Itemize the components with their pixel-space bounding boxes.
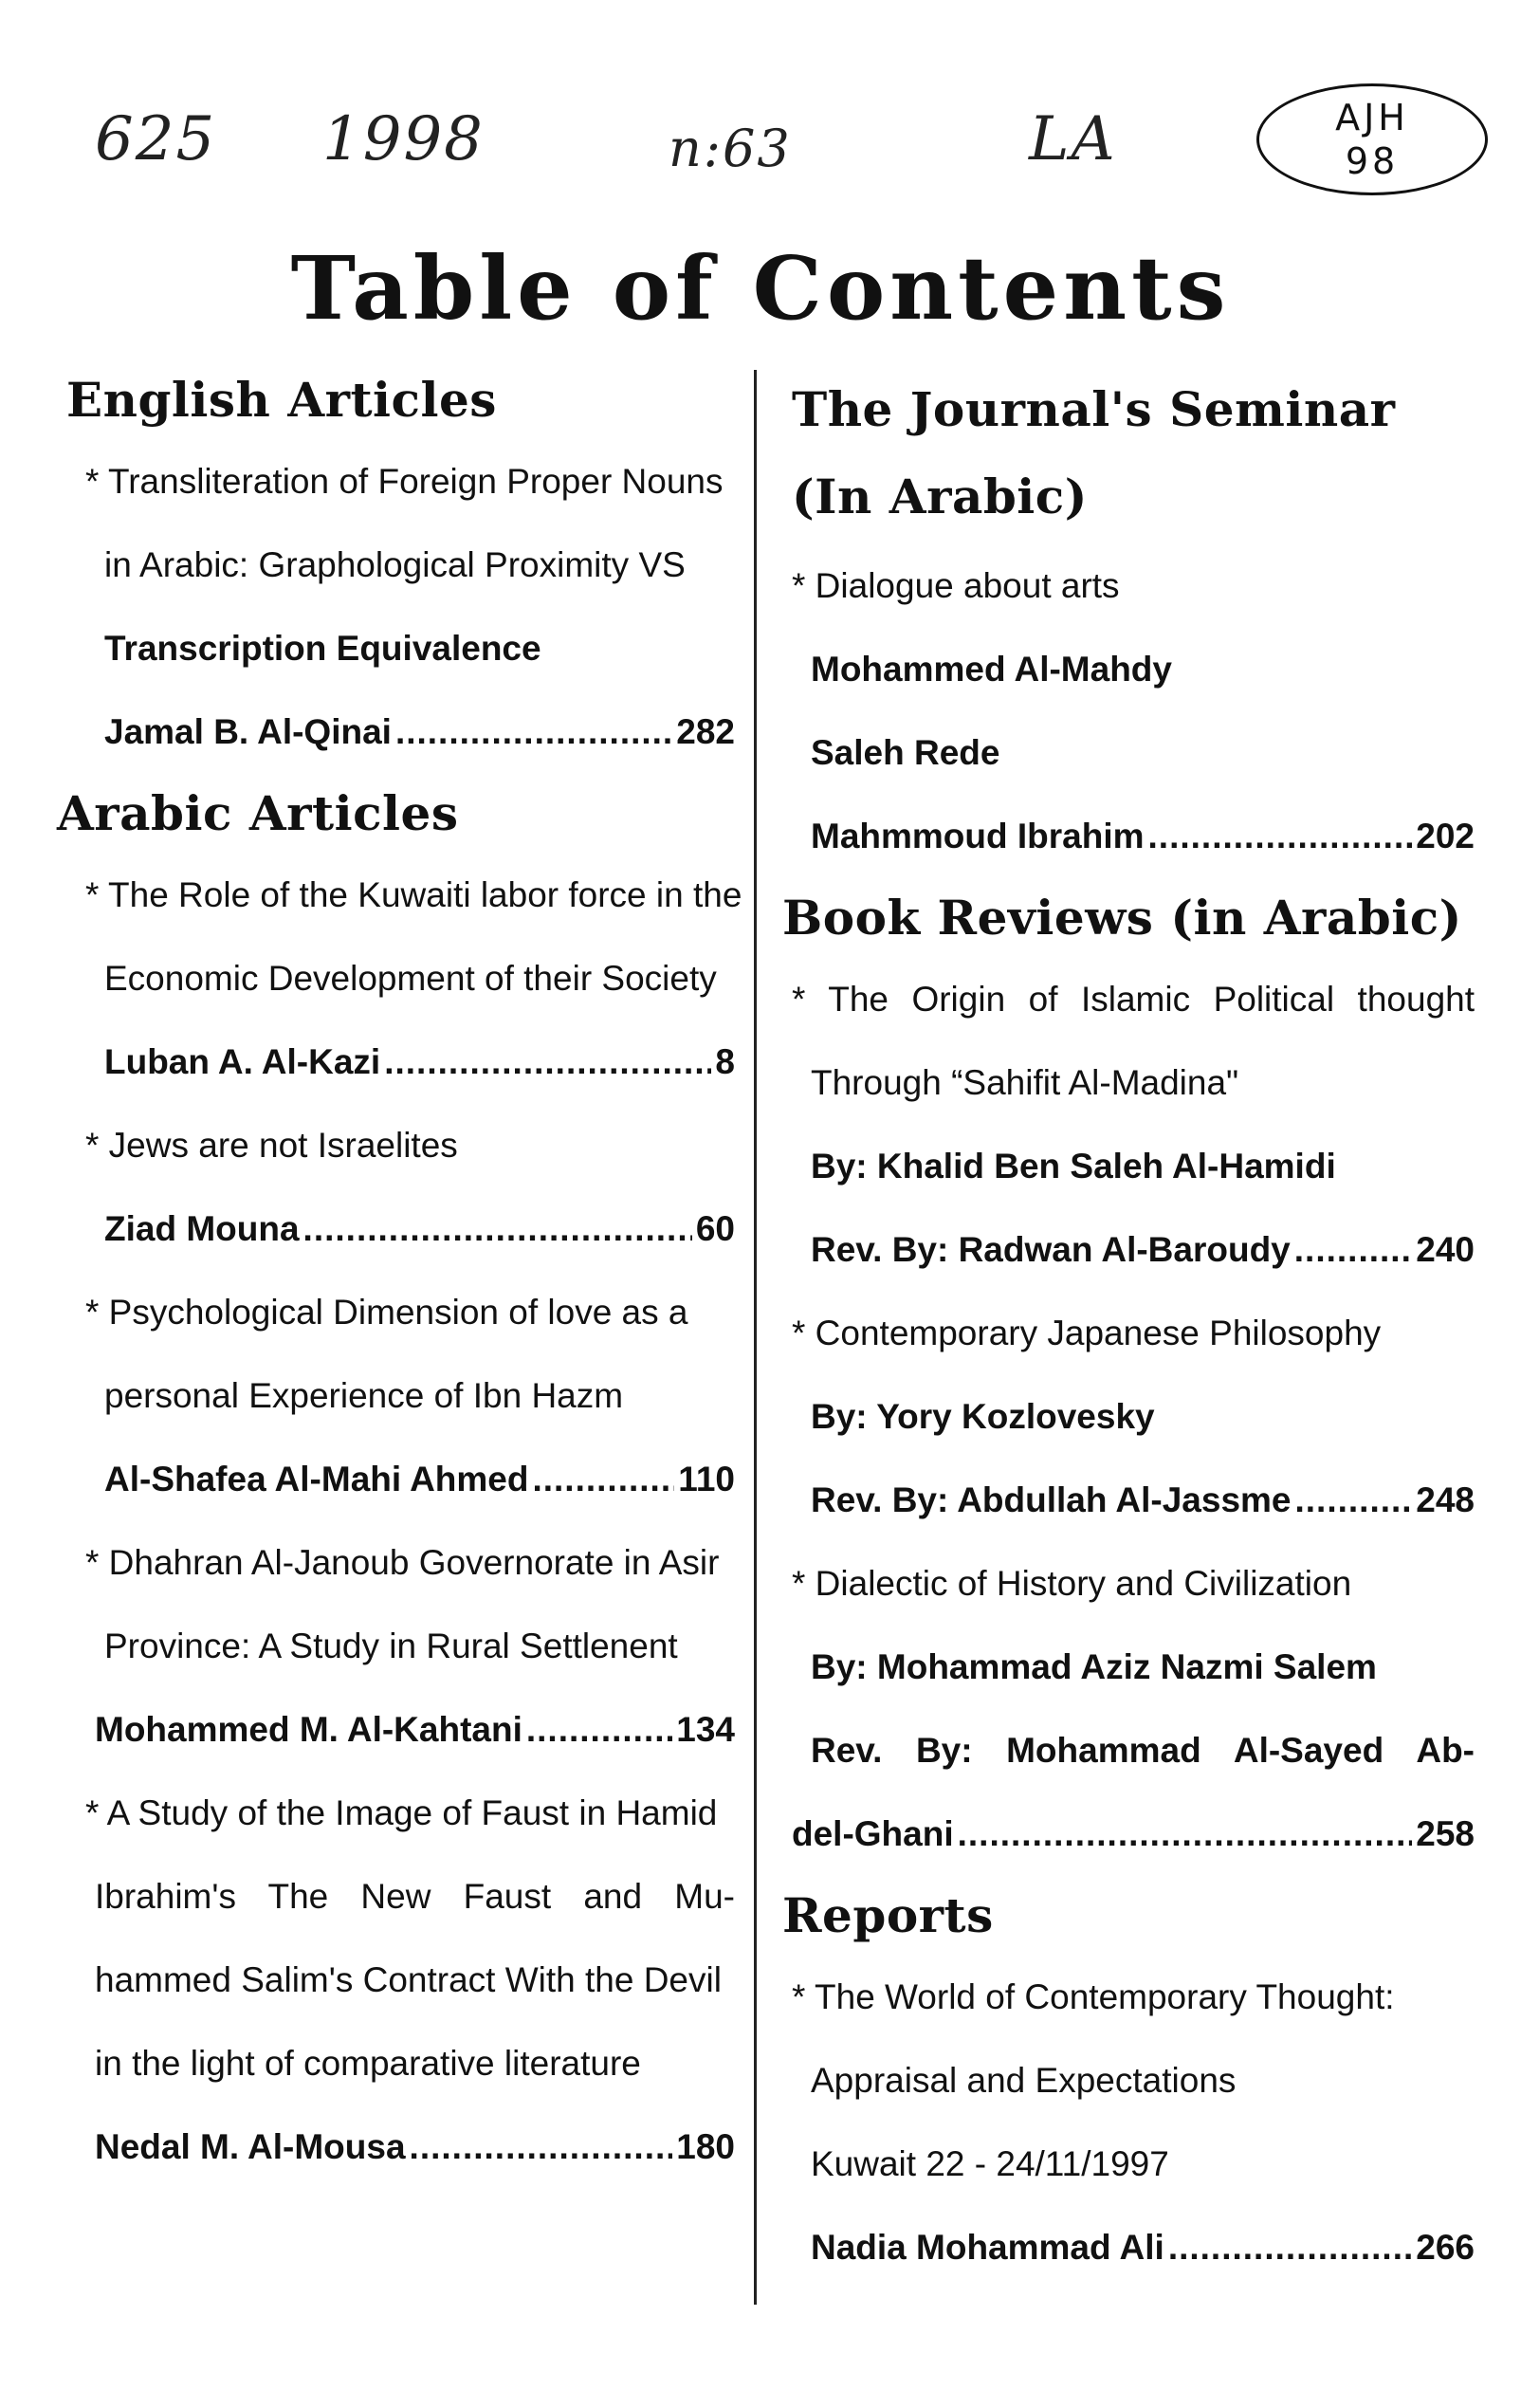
entry-author-row — [85, 1438, 735, 1521]
entry-book-author: By: Khalid Ben Saleh Al-Hamidi — [811, 1147, 1336, 1186]
entry-title-line: * A Study of the Image of Faust in Hamid — [85, 1793, 718, 1832]
entry-author: Mahmmoud Ibrahim — [811, 817, 1145, 855]
handwritten-mark: 1998 — [322, 104, 485, 175]
entry-title-line: Kuwait 22 - 24/11/1997 — [811, 2144, 1169, 2183]
entry-author-row — [85, 1688, 735, 1772]
entry-title-line: Ibrahim's The New Faust and Mu- — [95, 1877, 735, 1916]
entry-author-row — [85, 2105, 735, 2189]
handwritten-mark: n:63 — [669, 119, 792, 178]
entry-title-line: * Dhahran Al-Janoub Governorate in Asir — [85, 1543, 720, 1582]
entry-title-line: in the light of comparative literature — [95, 2044, 641, 2083]
entry-page: 248 — [1416, 1480, 1475, 1519]
toc-entry — [66, 440, 735, 774]
entry-page: 8 — [715, 1042, 735, 1081]
entry-title-line: * The Origin of Islamic Political thought — [792, 980, 1475, 1019]
leader-dots — [1295, 1459, 1413, 1542]
entry-author: Al-Shafea Al-Mahi Ahmed — [104, 1460, 529, 1498]
leader-dots — [395, 690, 672, 774]
column-divider — [754, 370, 757, 2305]
leader-dots — [1148, 795, 1413, 878]
toc-entry — [792, 1292, 1475, 1542]
entry-author: Mohammed M. Al-Kahtani — [95, 1710, 522, 1749]
entry-author-row — [792, 1208, 1475, 1292]
entry-title-line: * Dialectic of History and Civilization — [792, 1564, 1352, 1603]
left-column — [57, 360, 742, 2189]
leader-dots — [1168, 2206, 1412, 2289]
entry-author: Saleh Rede — [811, 733, 1000, 772]
entry-page: 266 — [1416, 2228, 1475, 2267]
entry-author: Nadia Mohammad Ali — [811, 2228, 1164, 2267]
entry-title-line: * Transliteration of Foreign Proper Nouns — [85, 462, 724, 501]
section-heading-english: English Articles — [66, 372, 497, 428]
entry-page: 60 — [695, 1209, 735, 1248]
leader-dots — [1294, 1208, 1413, 1292]
entry-author-row — [85, 690, 735, 774]
entry-book-author: By: Mohammad Aziz Nazmi Salem — [811, 1647, 1377, 1686]
toc-entry — [66, 854, 742, 1104]
entry-title-line: * Contemporary Japanese Philosophy — [792, 1314, 1382, 1352]
entry-reviewer: Rev. By: Abdullah Al-Jassme — [811, 1480, 1292, 1519]
section-heading-reviews: Book Reviews (in Arabic) — [782, 890, 1462, 946]
entry-author-row — [792, 2206, 1475, 2289]
stamp-line: AJH — [1335, 97, 1409, 138]
entry-page: 202 — [1416, 817, 1475, 855]
entry-page: 180 — [676, 2127, 735, 2166]
section-heading-seminar-sub: (In Arabic) — [792, 469, 1088, 524]
entry-title-line: personal Experience of Ibn Hazm — [104, 1376, 624, 1415]
leader-dots — [303, 1187, 692, 1271]
entry-book-author: By: Yory Kozlovesky — [811, 1397, 1155, 1436]
entry-author: Nedal M. Al-Mousa — [95, 2127, 406, 2166]
entry-reviewer: del-Ghani — [792, 1814, 954, 1853]
entry-author-row — [85, 1020, 735, 1104]
section-heading-reports: Reports — [782, 1887, 994, 1943]
entry-page: 282 — [676, 712, 735, 751]
section-heading-seminar: The Journal's Seminar — [792, 381, 1396, 437]
entry-title-line: Transcription Equivalence — [104, 629, 541, 668]
toc-entry — [792, 1542, 1475, 1876]
leader-dots — [410, 2105, 673, 2189]
entry-title-line: * Psychological Dimension of love as a — [85, 1293, 688, 1332]
toc-entry — [66, 1271, 735, 1521]
toc-entry — [66, 1104, 735, 1271]
entry-page: 258 — [1416, 1814, 1475, 1853]
leader-dots — [526, 1688, 672, 1772]
leader-dots — [958, 1792, 1413, 1876]
entry-author-row — [85, 1187, 735, 1271]
toc-entry — [66, 1772, 735, 2189]
entry-page: 110 — [678, 1460, 735, 1498]
entry-page: 240 — [1416, 1230, 1475, 1269]
entry-author: Jamal B. Al-Qinai — [104, 712, 392, 751]
entry-title-line: Appraisal and Expectations — [811, 2061, 1237, 2100]
library-stamp — [1256, 83, 1488, 195]
toc-entry — [792, 1956, 1475, 2289]
handwritten-mark: 625 — [95, 104, 217, 175]
toc-entry — [792, 544, 1475, 878]
entry-title-line: Economic Development of their Society — [104, 959, 717, 998]
entry-reviewer: Rev. By: Radwan Al-Baroudy — [811, 1230, 1291, 1269]
entry-author-row — [792, 1459, 1475, 1542]
entry-reviewer-line: Rev. By: Mohammad Al-Sayed Ab- — [811, 1731, 1475, 1770]
leader-dots — [384, 1020, 711, 1104]
entry-title-line: * Jews are not Israelites — [85, 1126, 458, 1165]
entry-title-line: Through “Sahifit Al-Madina" — [811, 1063, 1239, 1102]
entry-title-line: hammed Salim's Contract With the Devil — [95, 1960, 722, 1999]
entry-title-line: * Dialogue about arts — [792, 566, 1120, 605]
entry-title-line: * The Role of the Kuwaiti labor force in the — [85, 875, 742, 914]
handwritten-mark: LA — [1029, 104, 1117, 175]
entry-author: Ziad Mouna — [104, 1209, 300, 1248]
entry-title-line: Province: A Study in Rural Settlenent — [104, 1627, 678, 1665]
leader-dots — [532, 1438, 674, 1521]
entry-page: 134 — [676, 1710, 735, 1749]
toc-entry — [66, 1521, 735, 1772]
stamp-line: 98 — [1345, 140, 1400, 182]
entry-author: Mohammed Al-Mahdy — [811, 650, 1172, 689]
page-title: Table of Contents — [290, 237, 1231, 340]
entry-author-row — [792, 1792, 1475, 1876]
section-heading-arabic: Arabic Articles — [57, 785, 459, 841]
entry-title-line: in Arabic: Graphological Proximity VS — [104, 545, 686, 584]
entry-author: Luban A. Al-Kazi — [104, 1042, 381, 1081]
right-column — [782, 360, 1475, 2289]
entry-title-line: * The World of Contemporary Thought: — [792, 1977, 1395, 2016]
toc-entry — [792, 958, 1475, 1292]
entry-author-row — [792, 795, 1475, 878]
